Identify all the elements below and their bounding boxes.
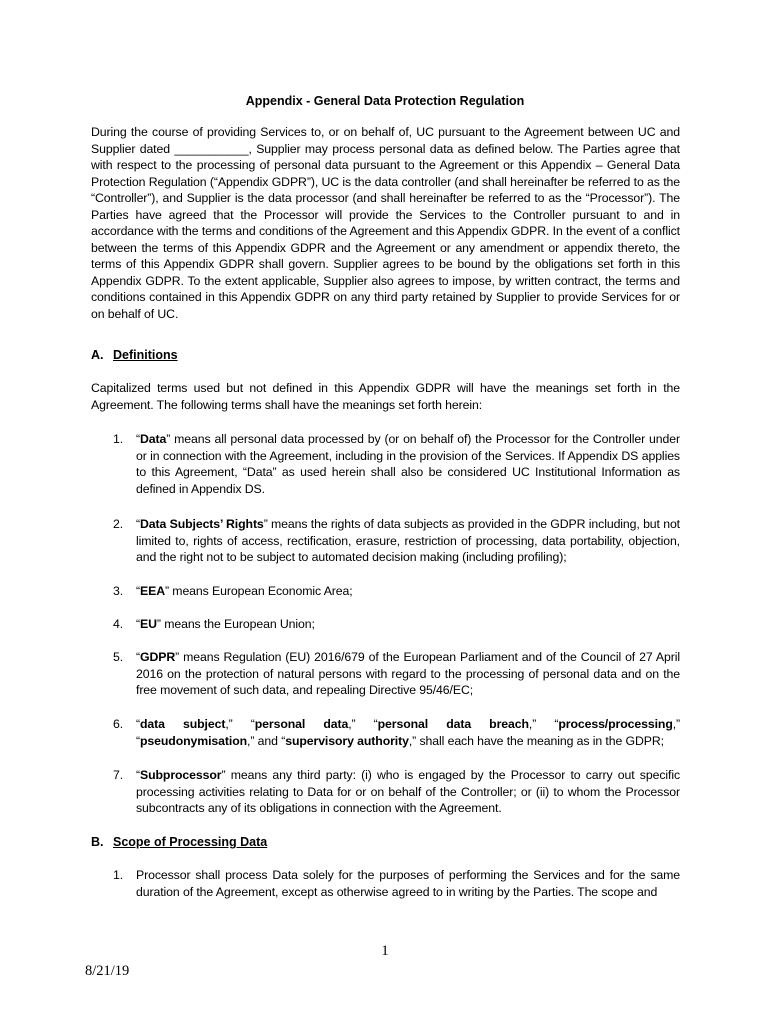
definition-item: 1. “Data” means all personal data processed by (or on behalf of) the Processor for the Controller under or in connection with the Agreement, including in the provision of the Services. If Appendix DS applies to this Agreement, “Data” as used herein shall also be considered UC Institutional Information as defined in Appendix DS. [113, 432, 680, 496]
defined-term: data subject [140, 717, 226, 731]
defined-term: Data Subjects’ Rights [140, 517, 264, 531]
definitions-intro: Capitalized terms used but not defined in this Appendix GDPR will have the meanings set forth in the Agreement. The following terms shall have the meanings set forth herein: [91, 381, 680, 412]
definition-item: 2. “Data Subjects’ Rights” means the rights of data subjects as provided in the GDPR including, but not limited to, rights of access, rectification, erasure, restriction of processing, data portability, objection, and the right not to be subject to automated decision making (including profiling); [113, 517, 680, 564]
item-number: 1. [113, 432, 124, 446]
section-a-letter: A. [91, 348, 104, 362]
scope-item-text: Processor shall process Data solely for the purposes of performing the Services and for the same duration of the Agreement, except as otherwise agreed to in writing by the Parties. The scope and [136, 868, 680, 899]
section-a-title: Definitions [113, 348, 178, 362]
page-number: 1 [381, 943, 389, 959]
section-b-letter: B. [91, 835, 104, 849]
defined-term: EEA [140, 584, 165, 598]
item-number: 6. [113, 717, 124, 731]
document-title: Appendix - General Data Protection Regulation [245, 94, 525, 108]
defined-term: pseudonymisation [140, 733, 248, 748]
definition-item: 7. “Subprocessor” means any third party: (i) who is engaged by the Processor to carry out specific processing activities relating to Data for or on behalf of the Controller; or (ii) to whom the Processor subcontracts any of its obligations in connection with the Agreement. [113, 768, 680, 815]
defined-term: personal data breach [377, 717, 529, 731]
footer-date: 8/21/19 [85, 963, 130, 979]
defined-term: EU [140, 617, 157, 631]
item-number: 3. [113, 584, 124, 598]
section-b-heading [91, 835, 267, 849]
item-number: 7. [113, 768, 124, 782]
defined-term: supervisory authority [285, 733, 409, 748]
intro-paragraph: During the course of providing Services to, or on behalf of, UC pursuant to the Agreement between UC and Supplier dated ___________, Supplier may process personal data as defined below. The Parties agree that with respect to the processing of personal data pursuant to the Agreement or this Appendix – General Data Protection Regulation (“Appendix GDPR”), UC is the data controller (and shall hereinafter be referred to as the “Controller”), and Supplier is the data processor (and shall hereinafter be referred to as the “Processor”). The Parties have agreed that the Processor will provide the Services to the Controller pursuant to and in accordance with the terms and conditions of the Agreement and this Appendix GDPR. In the event of a conflict between the terms of this Appendix GDPR and the Agreement or any amendment or appendix thereto, the terms of this Appendix GDPR shall govern. Supplier agrees to be bound by the obligations set forth in this Appendix GDPR. To the extent applicable, Supplier also agrees to impose, by written contract, the terms and conditions contained in this Appendix GDPR on any third party retained by Supplier to provide Services for or on behalf of UC. [91, 125, 680, 321]
item-number: 1. [113, 868, 124, 882]
section-a-heading [91, 348, 178, 362]
definition-item: 6. “data subject,” “personal data,” “personal data breach,” “process/processing,” “pseudonymisation,” and “supervisory authority,” shall each have the meaning as in the GDPR; [113, 717, 681, 748]
definition-item: 5. “GDPR” means Regulation (EU) 2016/679 of the European Parliament and of the Council of 27 April 2016 on the protection of natural persons with regard to the processing of personal data and on the free movement of such data, and repealing Directive 95/46/EC; [113, 650, 680, 697]
scope-item [91, 867, 680, 900]
defined-term: Subprocessor [140, 768, 222, 782]
item-number: 5. [113, 650, 124, 664]
definition-item: 4. “EU” means the European Union; [113, 617, 315, 631]
defined-term: GDPR [140, 650, 176, 664]
defined-term: process/processing [558, 717, 673, 731]
defined-term: personal data [254, 717, 349, 731]
section-b-title: Scope of Processing Data [113, 835, 268, 849]
item-number: 2. [113, 517, 124, 531]
definition-item: 3. “EEA” means European Economic Area; [113, 584, 353, 598]
item-number: 4. [113, 617, 124, 631]
defined-term: Data [140, 432, 167, 446]
